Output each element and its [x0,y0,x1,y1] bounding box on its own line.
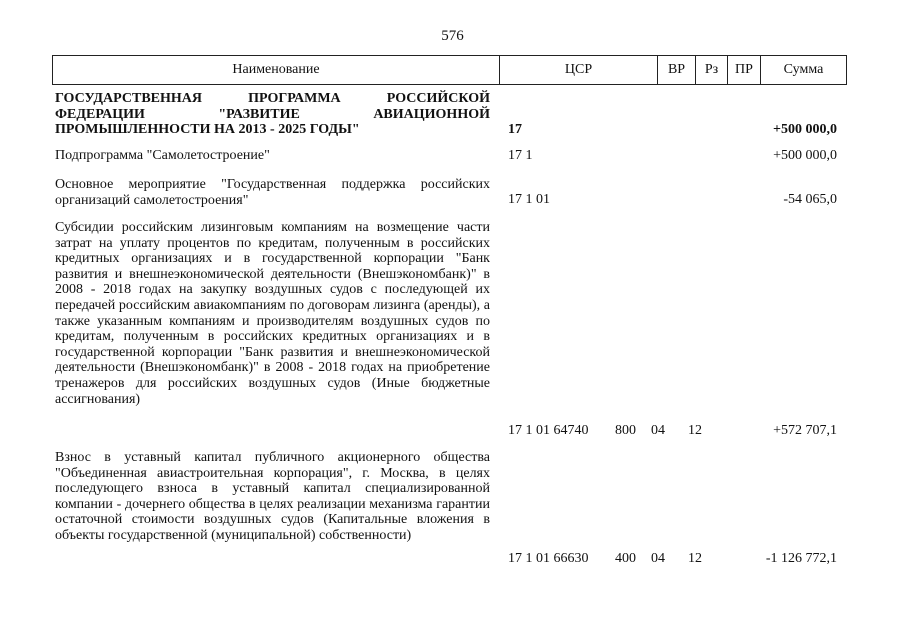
row-name: Подпрограмма "Самолетостроение" [55,148,270,163]
header-sum: Сумма [783,62,824,77]
row-rz: 04 [651,551,665,566]
row-csr: 17 1 01 64740 [508,423,589,438]
row-name: Основное мероприятие "Государственная поддержка российских организаций самолетостроения" [55,177,490,208]
header-csr: ЦСР [500,56,658,84]
row-rz: 04 [651,423,665,438]
row-csr: 17 1 01 [508,192,550,207]
row-sum: +500 000,0 [773,148,837,163]
row-vr: 400 [615,551,636,566]
row-csr: 17 1 01 66630 [508,551,589,566]
page-number: 576 [441,28,464,44]
row-sum: +500 000,0 [773,122,837,137]
row-name: Субсидии российским лизинговым компаниям на возмещение части затрат на уплату процентов по кредитам, полученным в российских кредитных организациях и в государственной корпорации "Банк развития и внешнеэкономической деятельности (Внешэкономбанк)" в 2008 - 2018 годах на закупку воздушных судов с последующей их передачей российским авиакомпаниям по договорам лизинга (аренды), а также указанным компаниям и производителям воздушных судов по кредитам, полученным в российских кредитных организациях и в государственной корпорации "Банк развития и внешнеэкономической деятельности (Внешэкономбанк)" в 2008 - 2018 годах на приобретение тренажеров для российских воздушных судов (Иные бюджетные ассигнования) [55,220,490,407]
row-vr: 800 [615,423,636,438]
row-pr: 12 [688,551,702,566]
header-pr: ПР [728,56,761,84]
header-vr: ВР [658,56,696,84]
row-name: Взнос в уставный капитал публичного акционерного общества "Объединенная авиастроительная корпорация", г. Москва, в целях последующего взноса в уставный капитал специализированной компании - дочернего общества в целях реализации механизма гарантии остаточной стоимости воздушных судов (Капитальные вложения в объекты государственной (муниципальной) собственности) [55,450,490,543]
row-pr: 12 [688,423,702,438]
row-csr: 17 [508,122,522,137]
header-rz: Рз [696,56,728,84]
row-sum: -1 126 772,1 [765,551,837,566]
row-sum: -54 065,0 [783,192,837,207]
row-sum: +572 707,1 [773,423,837,438]
row-csr: 17 1 [508,148,533,163]
table-header [52,55,847,85]
row-name: ГОСУДАРСТВЕННАЯ ПРОГРАММА РОССИЙСКОЙ ФЕДЕРАЦИИ "РАЗВИТИЕ АВИАЦИОННОЙ ПРОМЫШЛЕННОСТИ НА 2013 - 2025 ГОДЫ" [55,91,490,138]
header-name: Наименование [53,56,500,84]
